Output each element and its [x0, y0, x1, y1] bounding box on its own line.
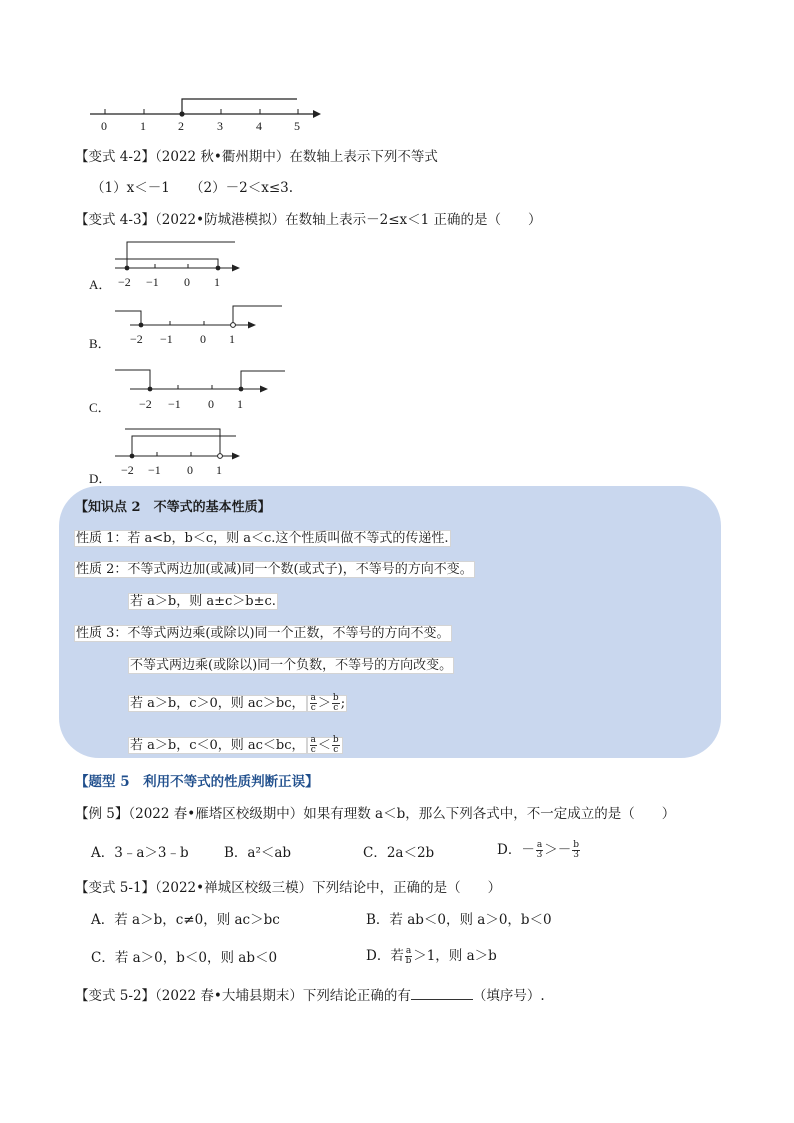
tick-label: 1 — [229, 332, 235, 346]
example-5-option-b: B．a²＜ab — [224, 845, 292, 861]
property-3-negative-text: 不等式两边乘(或除以)同一个负数，不等号的方向改变。 — [130, 658, 453, 673]
variant-4-2-title: 【变式 4-2】（2022 秋•衢州期中）在数轴上表示下列不等式 — [75, 149, 438, 165]
option-d-number-line — [110, 424, 245, 480]
tick-label: 1 — [214, 275, 220, 289]
variant-5-1-option-b: B．若 ab＜0，则 a＞0，b＜0 — [366, 912, 552, 928]
example-5-title: 【例 5】（2022 春•雁塔区校级期中）如果有理数 a＜b，那么下列各式中，不一定成立的是（ ） — [75, 806, 676, 822]
option-a-label: A． — [89, 277, 112, 292]
tick-label: 0 — [101, 119, 107, 133]
tick-label: 0 — [208, 397, 214, 411]
option-c-number-line — [110, 362, 290, 418]
tick-label: 3 — [217, 119, 223, 133]
property-2-text: 性质 2：不等式两边加(或减)同一个数(或式子)，不等号的方向不变。 — [76, 562, 473, 577]
example-5-option-c: C．2a＜2b — [363, 845, 435, 861]
property-2 — [74, 558, 475, 577]
option-d-label: D． — [89, 471, 112, 486]
variant-5-1-option-d-text: D．若 — [366, 948, 404, 964]
variant-5-1-option-c: C．若 a＞0，b＜0，则 ab＜0 — [91, 950, 278, 966]
tick-label: 0 — [187, 463, 193, 477]
tick-label: 0 — [200, 332, 206, 346]
tick-label: 5 — [294, 119, 300, 133]
question-type-5-title: 【题型 5 利用不等式的性质判断正误】 — [75, 774, 319, 790]
variant-4-3-title: 【变式 4-3】（2022•防城港模拟）在数轴上表示－2≤x＜1 正确的是（ ） — [75, 212, 542, 228]
variant-5-2-title-text: 【变式 5-2】（2022 春•大埔县期末）下列结论正确的有 — [75, 988, 411, 1004]
example-5-option-d-text: D．－ — [497, 842, 535, 858]
tick-label: −1 — [160, 332, 173, 346]
tick-label: 2 — [178, 119, 184, 133]
variant-5-2-title — [75, 984, 545, 1004]
property-3 — [74, 622, 452, 641]
variant-5-1-title: 【变式 5-1】（2022•禅城区校级三模）下列结论中，正确的是（ ） — [75, 880, 502, 896]
tick-label: −1 — [148, 463, 161, 477]
option-c-label: C． — [89, 400, 111, 415]
property-1-text: 性质 1：若 a<b，b＜c，则 a＜c.这个性质叫做不等式的传递性. — [76, 531, 449, 546]
property-3-negative — [128, 654, 454, 673]
number-line-top — [85, 92, 325, 136]
property-3-text: 性质 3：不等式两边乘(或除以)同一个正数，不等号的方向不变。 — [76, 626, 450, 641]
property-3-example-negative: 若 a＞b，c＜0，则 ac＜bc， $\frac{a}{c}$ ＜ $\frac{b}{c}$ — [128, 734, 343, 755]
property-2-example-text: 若 a＞b，则 a±c＞b±c. — [130, 594, 276, 609]
property-3-example-positive-text: 若 a＞b，c＞0，则 ac＞bc， — [130, 696, 305, 711]
variant-4-2-items: （1）x＜－1 （2）－2＜x≤3. — [91, 180, 294, 196]
example-5-option-a: A．3﹣a＞3﹣b — [91, 845, 189, 861]
variant-5-1-option-d: D．若 $\frac{a}{b}$ ＞1，则 a＞b — [366, 946, 497, 966]
example-5-option-d: D．－ $\frac{a}{3}$ ＞－ $\frac{b}{3}$ — [497, 840, 579, 860]
property-3-example-negative-text: 若 a＞b，c＜0，则 ac＜bc， — [130, 738, 305, 753]
option-b-label: B． — [89, 336, 111, 351]
tick-label: 0 — [184, 275, 190, 289]
tick-label: 1 — [140, 119, 146, 133]
tick-label: 1 — [237, 397, 243, 411]
property-3-example-positive: 若 a＞b，c＞0，则 ac＞bc， $\frac{a}{c}$ ＞ $\frac{b}{c}$ ; — [130, 693, 346, 713]
property-2-example — [128, 590, 278, 609]
knowledge-point-title: 【知识点 2 不等式的基本性质】 — [75, 500, 271, 515]
tick-label: 1 — [216, 463, 222, 477]
tick-label: 4 — [256, 119, 262, 133]
tick-label: −1 — [146, 275, 159, 289]
tick-label: −2 — [121, 463, 134, 477]
tick-label: −1 — [168, 397, 181, 411]
tick-label: −2 — [130, 332, 143, 346]
tick-label: −2 — [139, 397, 152, 411]
variant-5-2-tail: （填序号）. — [472, 988, 545, 1004]
answer-blank[interactable] — [411, 987, 473, 1000]
property-1 — [74, 527, 451, 546]
variant-5-1-option-a: A．若 a＞b，c≠0，则 ac＞bc — [91, 912, 280, 928]
tick-label: −2 — [118, 275, 131, 289]
option-b-number-line — [110, 300, 290, 354]
option-a-number-line — [110, 238, 245, 294]
